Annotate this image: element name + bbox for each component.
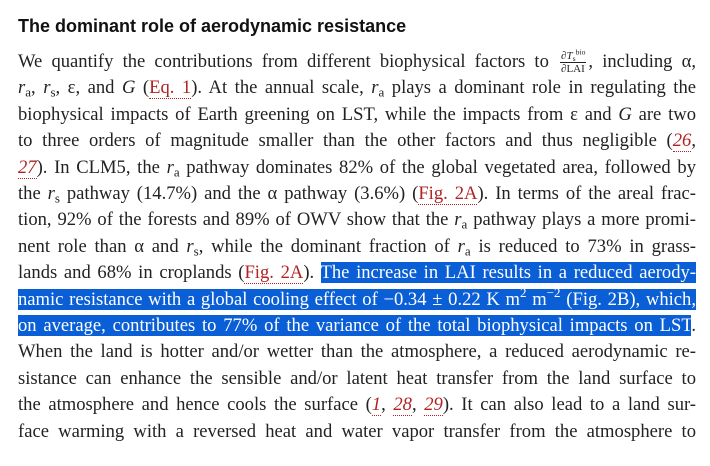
text-run: We quantify the contributions from different biophysical factors to [18,51,559,72]
text-line-2: $r_a$, $r_s$, ε, and G (Eq. 1). At the annual scale, $r_a$ plays a dominant role in regulating the [18,77,697,100]
ref-link-1[interactable]: 1 [371,394,382,416]
ref-link-29[interactable]: 29 [424,394,443,416]
fraction-numerator: $\partial T_s^{bio}$ [561,47,586,64]
fraction-denominator: ∂LAI [561,63,585,76]
section-heading: The dominant role of aerodynamic resistance [18,16,407,36]
ref-link-28[interactable]: 28 [393,394,412,416]
ref-link-fig2a-2[interactable]: Fig. 2A [244,262,304,284]
text-line-9: lands and 68% in croplands (Fig. 2A). The increase in LAI results in a reduced aerody- [18,262,697,284]
body-paragraph [18,49,696,445]
text-line-10 [18,284,696,313]
text-line-1 [18,49,696,75]
selected-text[interactable]: namic resistance with a global cooling effect of −0.34 ± 0.22 K $m^2$ $m^{-2}$ (Fig. 2B), which, [18,284,696,310]
text-line-11: on average, contributes to 77% of the variance of the total biophysical impacts on LST. [18,315,696,337]
text-line-4: to three orders of magnitude smaller than the other factors and thus negligible (26, [18,130,696,152]
selected-text[interactable]: The increase in LAI results in a reduced aerody- [320,262,697,284]
text-line-15: face warming with a reversed heat and water vapor transfer from the atmosphere to [18,420,696,442]
ref-link-26[interactable]: 26 [672,130,692,152]
text-line-7: tion, 92% of the forests and 89% of OWV show that the $r_a$ pathway plays a more promi- [18,209,696,232]
text-line-5: 27). In CLM5, the $r_a$ pathway dominates 82% of the global vegetated area, followed by [18,156,696,179]
text-line-12: When the land is hotter and/or wetter than the atmosphere, a reduced aerodynamic re- [18,341,696,363]
text-line-6: the $r_s$ pathway (14.7%) and the α pathway (3.6%) (Fig. 2A). In terms of the areal frac- [18,183,696,206]
text-line-3: biophysical impacts of Earth greening on LST, while the impacts from ε and G are two [18,103,696,125]
ref-link-eq1[interactable]: Eq. 1 [149,77,192,99]
text-line-14: the atmosphere and hence cools the surface (1, 28, 29). It can also lead to a land sur- [18,394,697,416]
ref-link-27[interactable]: 27 [18,156,37,178]
ref-link-fig2a[interactable]: Fig. 2A [418,183,478,205]
text-line-8: nent role than α and $r_s$, while the dominant fraction of $r_a$ is reduced to 73% in grass- [18,235,697,259]
partial-derivative-fraction [560,47,586,76]
text-run: , including α, [588,51,696,72]
selected-text[interactable]: on average, contributes to 77% of the variance of the total biophysical impacts on LST [18,315,692,337]
text-line-13: sistance can enhance the sensible and/or latent heat transfer from the land surface to [18,367,696,389]
